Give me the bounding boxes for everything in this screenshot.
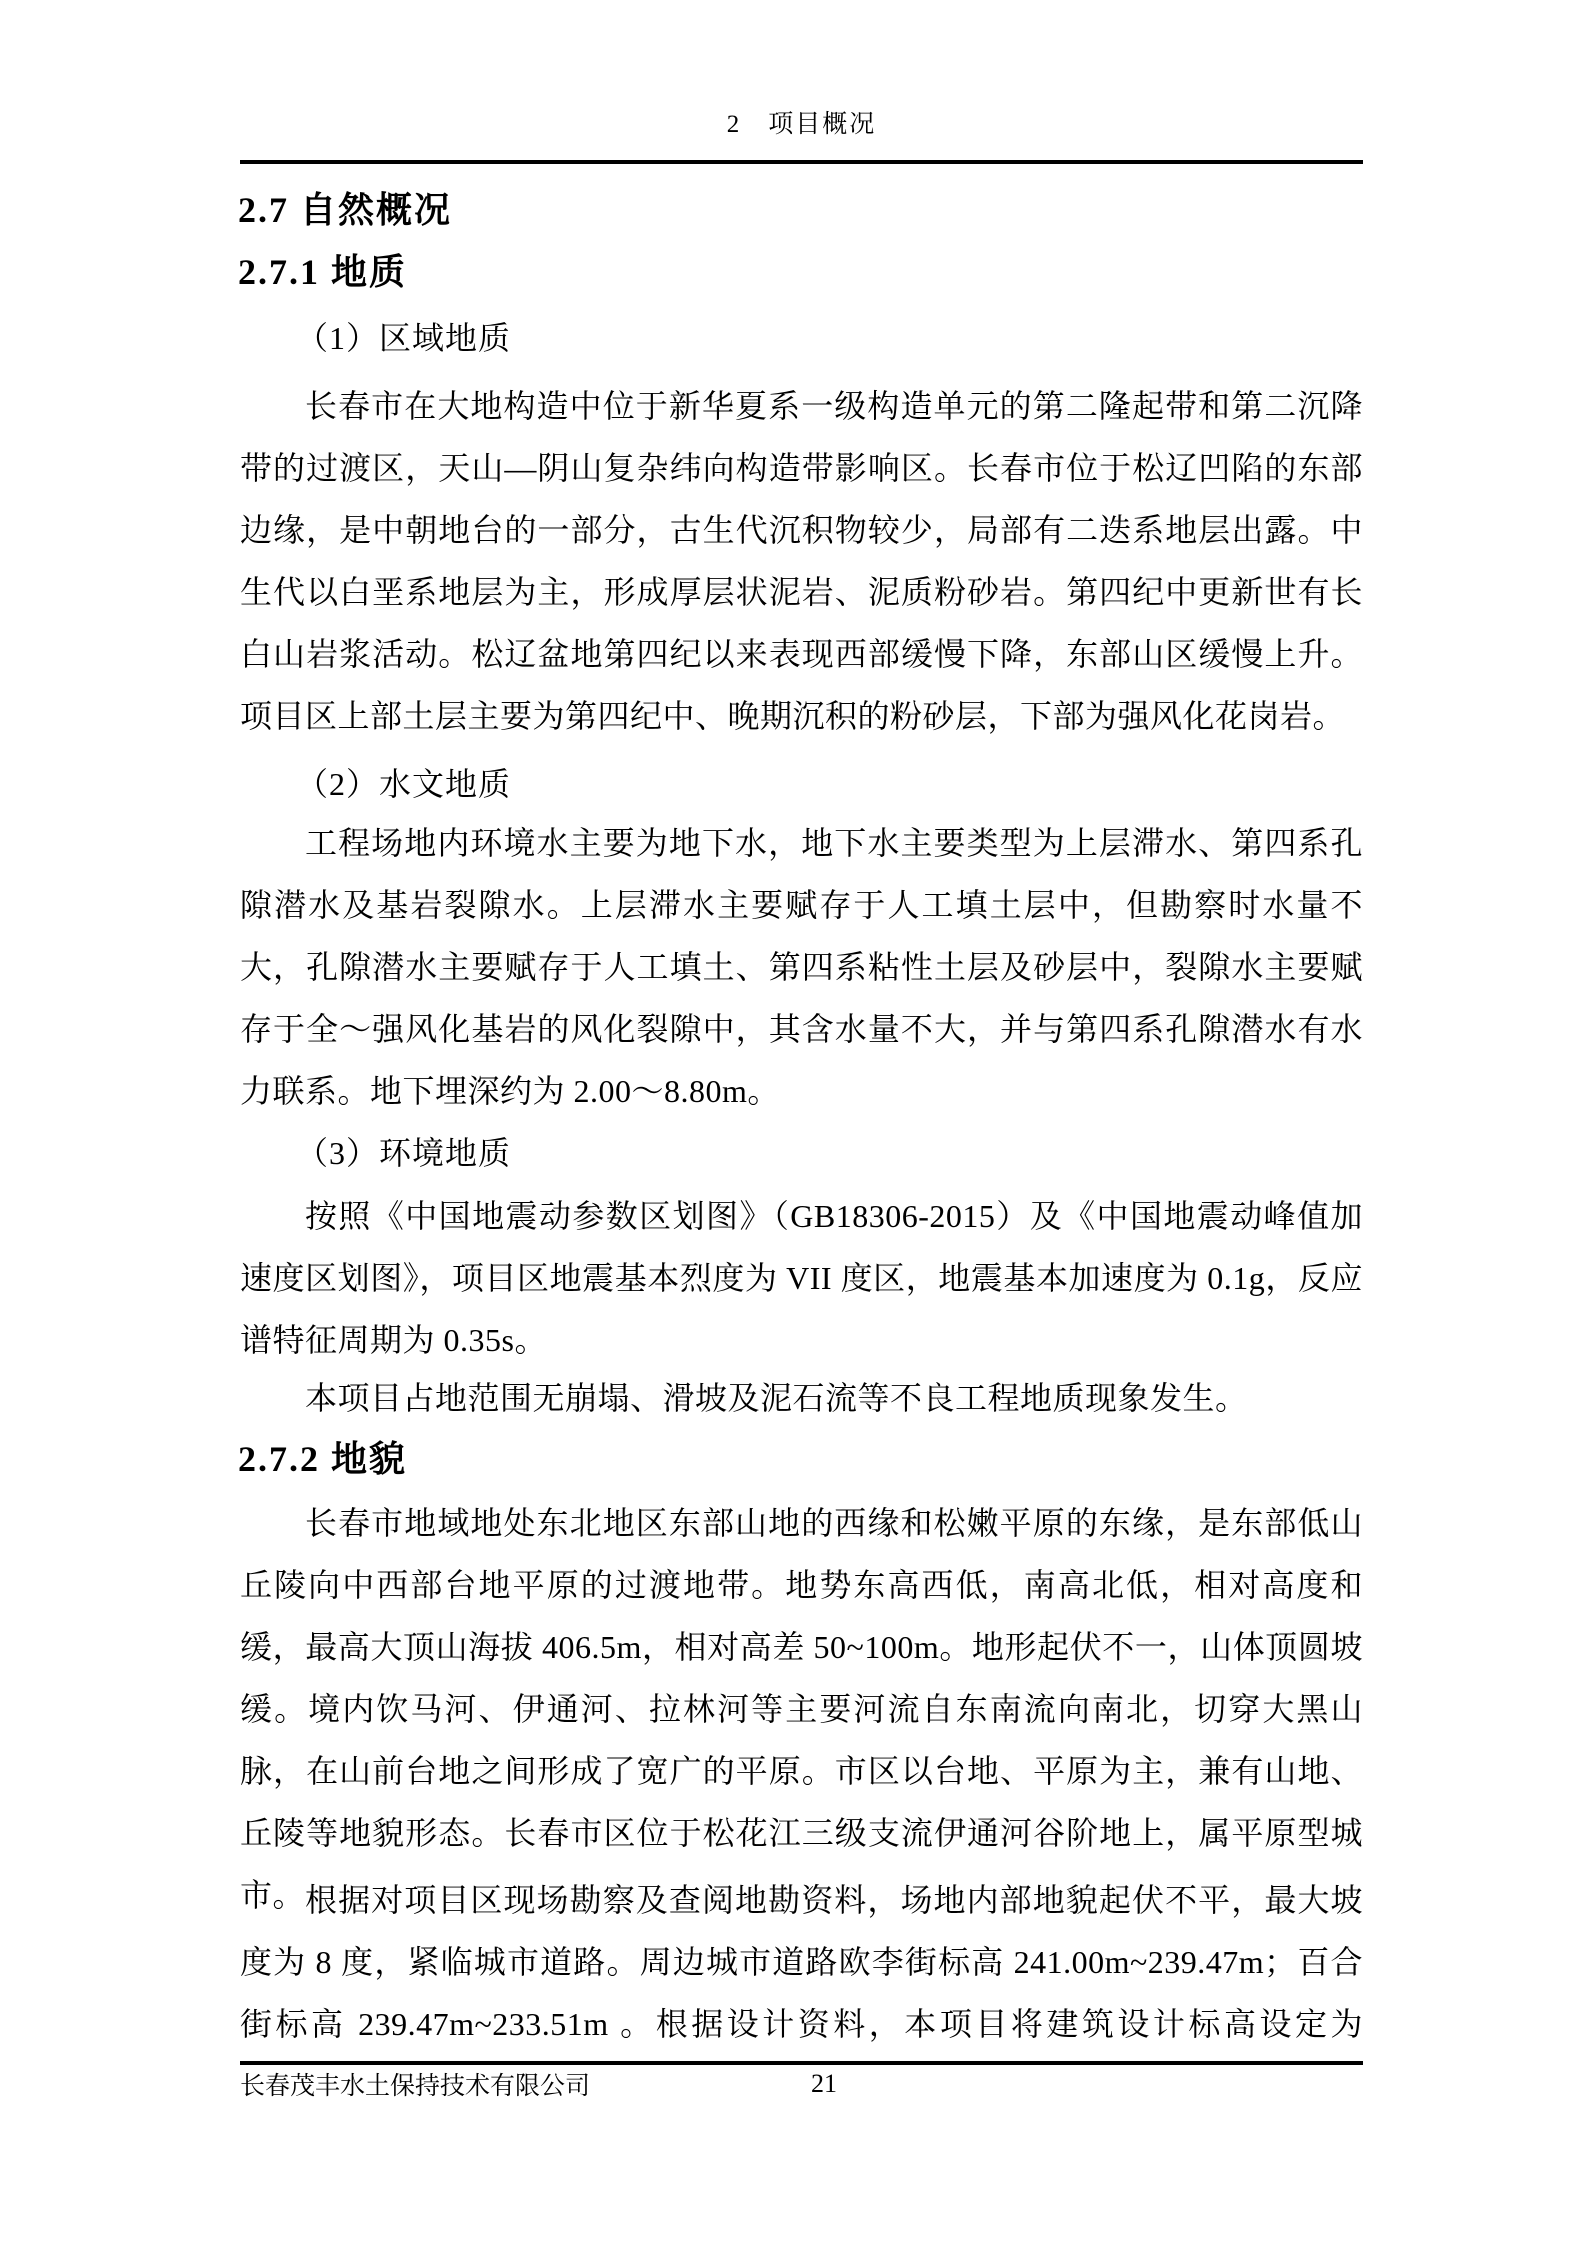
paragraph-landform: 长春市地域地处东北地区东部山地的西缘和松嫩平原的东缘，是东部低山丘陵向中西部台地平原的过渡地带。地势东高西低，南高北低，相对高度和缓，最高大顶山海拔 406.5m，相对高差 50~100m。地形起伏不一，山体顶圆坡缓。境内饮马河、伊通河、拉林河等主要河流自东南流向南北，切穿大黑山脉，在山前台地之间形成了宽广的平原。市区以台地、平原为主，兼有山地、丘陵等地貌形态。长春市区位于松花江三级支流伊通河谷阶地上，属平原型城市。 [240, 1505, 1363, 1913]
section-2-7-2-heading: 2.7.2 地貌 [238, 1439, 408, 1479]
paragraph-hydrogeology: 工程场地内环境水主要为地下水，地下水主要类型为上层滞水、第四系孔隙潜水及基岩裂隙水。上层滞水主要赋存于人工填土层中，但勘察时水量不大，孔隙潜水主要赋存于人工填土、第四系粘性土层及砂层中，裂隙水主要赋存于全～强风化基岩的风化裂隙中，其含水量不大，并与第四系孔隙潜水有水力联系。地下埋深约为 2.00～8.80m。 [240, 825, 1363, 1109]
footer-page-number: 21 [811, 2069, 837, 2098]
item-2-hydrogeology-heading: （2）水文地质 [296, 766, 512, 802]
section-2-7-heading: 2.7 自然概况 [238, 190, 453, 230]
paragraph-site-survey: 根据对项目区现场勘察及查阅地勘资料，场地内部地貌起伏不平，最大坡度为 8 度，紧临城市道路。周边城市道路欧李街标高 241.00m~239.47m；百合街标高 239.47m~233.51m 。根据设计资料，本项目将建筑设计标高设定为 [240, 1882, 1363, 2042]
section-2-7-1-heading: 2.7.1 地质 [238, 252, 408, 292]
paragraph-environmental-geology: 按照《中国地震动参数区划图》（GB18306-2015）及《中国地震动峰值加速度区划图》，项目区地震基本烈度为 VII 度区，地震基本加速度为 0.1g，反应谱特征周期为 0.35s。 [240, 1198, 1363, 1358]
paragraph-no-hazards: 本项目占地范围无崩塌、滑坡及泥石流等不良工程地质现象发生。 [305, 1380, 1248, 1416]
header-divider-rule [240, 160, 1363, 164]
item-3-environmental-geology-heading: （3）环境地质 [296, 1135, 512, 1171]
page-header-chapter-title: 2 项目概况 [726, 111, 877, 138]
footer-company-name: 长春茂丰水土保持技术有限公司 [240, 2073, 591, 2100]
footer-divider-rule [240, 2061, 1363, 2065]
item-1-regional-geology-heading: （1）区域地质 [296, 320, 512, 356]
paragraph-regional-geology: 长春市在大地构造中位于新华夏系一级构造单元的第二隆起带和第二沉降带的过渡区，天山—阴山复杂纬向构造带影响区。长春市位于松辽凹陷的东部边缘，是中朝地台的一部分，古生代沉积物较少，局部有二迭系地层出露。中生代以白垩系地层为主，形成厚层状泥岩、泥质粉砂岩。第四纪中更新世有长白山岩浆活动。松辽盆地第四纪以来表现西部缓慢下降，东部山区缓慢上升。项目区上部土层主要为第四纪中、晚期沉积的粉砂层，下部为强风化花岗岩。 [240, 388, 1363, 734]
